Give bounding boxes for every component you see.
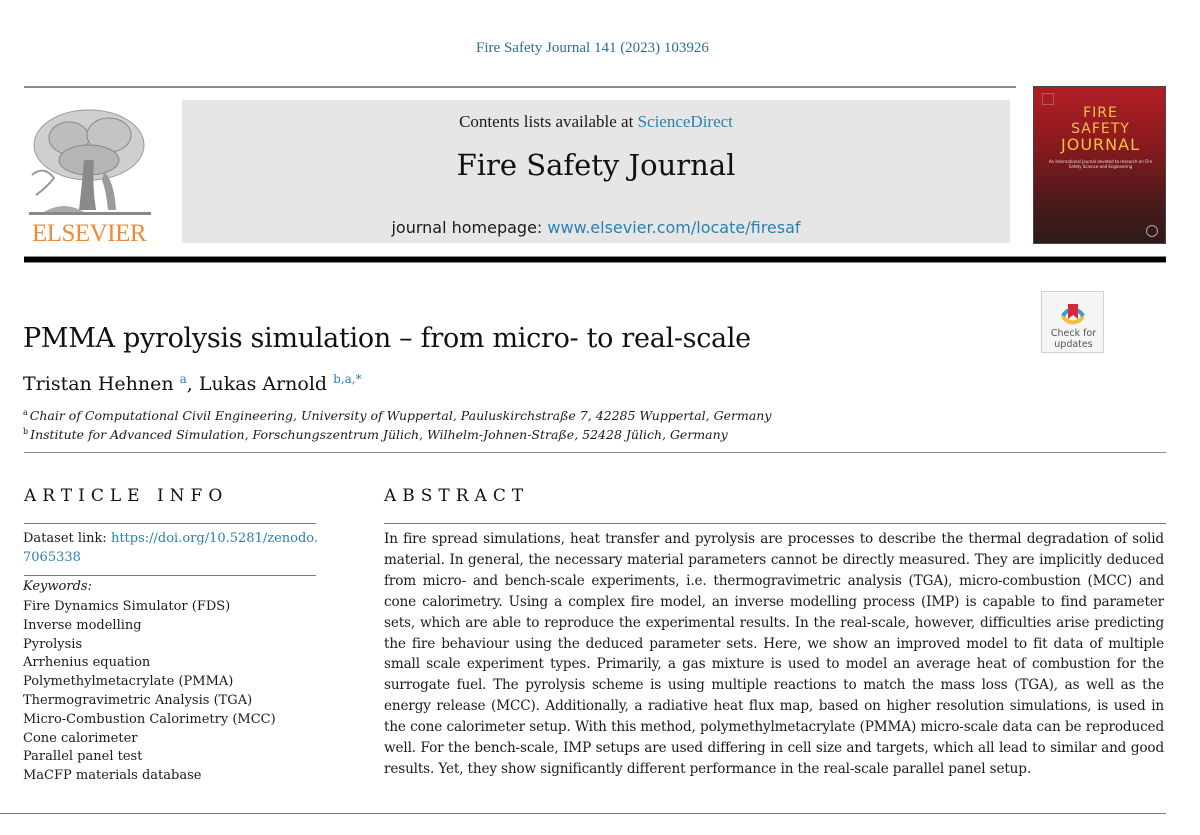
cover-title-line: SAFETY: [1071, 121, 1130, 137]
dataset-link[interactable]: https://doi.org/10.5281/zenodo.7065338: [23, 531, 319, 565]
keyword-item: Inverse modelling: [23, 617, 142, 633]
abstract-body: In fire spread simulations, heat transfer and pyrolysis are processes to describe the thermal degradation of solid material. In general, the necessary material parameters cannot be directly measured. They are implicitly deduced from micro- and bench-scale experiments, i.e. thermogravimetric analysis (TGA), micro-combustion (MCC) and cone calorimetry. Using a complex fire model, an inverse modelling process (IMP) is capable to find parameter sets, which are able to reproduce the experimental results. In the real-scale, however, difficulties arise predicting the fire behaviour using the deduced parameter sets. Here, we show an improved model to fit data of multiple small scale experiment types. Primarily, a gas mixture is used to model an average heat of combustion for the surrogate fuel. The pyrolysis scheme is using multiple reactions to match the mass loss (TGA), as well as the energy release (MCC). Additionally, a radiative heat flux map, based on higher resolution simulations, is used in the cone calorimeter setup. With this method, polymethylmetacrylate (PMMA) micro-scale data can be reproduced well. For the bench-scale, IMP setups are used differing in cell size and targets, which all lead to similar and good results. Yet, they show significantly different performance in the real-scale parallel panel setup.: [384, 531, 1164, 777]
author-affiliation-marker[interactable]: a: [179, 372, 187, 386]
article-info-divider: [24, 523, 316, 524]
keyword-item: Polymethylmetacrylate (PMMA): [23, 674, 234, 690]
keyword-item: Arrhenius equation: [23, 655, 151, 671]
masthead-divider: [24, 256, 1166, 263]
keywords-label: Keywords:: [23, 579, 92, 594]
cover-title-line: JOURNAL: [1061, 135, 1140, 154]
running-header[interactable]: Fire Safety Journal 141 (2023) 103926: [476, 40, 709, 56]
contents-availability-line: [182, 112, 1010, 132]
keyword-item: Fire Dynamics Simulator (FDS): [23, 599, 231, 614]
cover-elsevier-mark-icon: [1042, 93, 1054, 105]
author-separator: ,: [186, 373, 199, 395]
top-divider: [24, 86, 1016, 88]
cover-seal-icon: [1146, 225, 1158, 237]
keyword-item: Parallel panel test: [23, 749, 143, 765]
journal-masthead: [182, 100, 1010, 243]
journal-homepage-line: [182, 218, 1010, 237]
check-for-updates-label: [1042, 328, 1105, 350]
cover-title-line: FIRE: [1083, 105, 1118, 121]
keyword-item: Thermogravimetric Analysis (TGA): [23, 692, 253, 708]
affiliation-label: b: [23, 427, 29, 436]
dataset-label: Dataset link:: [23, 531, 111, 546]
dataset-link-row: [23, 529, 323, 567]
check-label-line2: updates: [1054, 339, 1093, 350]
affiliation-text: Institute for Advanced Simulation, Forschungszentrum Jülich, Wilhelm-Johnen-Straße, 52428 Jülich, Germany: [30, 427, 728, 442]
cover-title: [1034, 105, 1167, 153]
keyword-item: Micro-Combustion Calorimetry (MCC): [23, 711, 276, 727]
keyword-item: Cone calorimeter: [23, 730, 138, 746]
journal-cover-image[interactable]: [1033, 86, 1166, 244]
journal-name: Fire Safety Journal: [456, 148, 736, 182]
abstract-heading: ABSTRACT: [384, 486, 530, 506]
check-label-line1: Check for: [1050, 328, 1097, 339]
check-for-updates-icon: [1057, 296, 1089, 328]
header-divider: [24, 452, 1166, 453]
paper-title: PMMA pyrolysis simulation – from micro- to real-scale: [23, 323, 751, 354]
contents-prefix: Contents lists available at: [459, 112, 638, 131]
affiliation: [23, 408, 771, 423]
sciencedirect-link[interactable]: ScienceDirect: [637, 112, 733, 131]
homepage-prefix: journal homepage:: [391, 218, 548, 237]
article-info-heading: ARTICLE INFO: [24, 486, 229, 506]
check-for-updates-button[interactable]: [1041, 291, 1104, 353]
abstract-divider: [384, 523, 1166, 524]
elsevier-wordmark[interactable]: ELSEVIER: [31, 220, 147, 247]
author-list: [23, 372, 362, 395]
cover-subtitle: An International Journal devoted to research on Fire Safety Science and Engineering: [1048, 159, 1153, 169]
affiliation: [23, 427, 728, 442]
keywords-list: [23, 598, 276, 786]
author-name[interactable]: Tristan Hehnen: [23, 373, 174, 395]
author-name[interactable]: Lukas Arnold: [198, 373, 328, 395]
keyword-item: MaCFP materials database: [23, 768, 202, 784]
keyword-item: Pyrolysis: [23, 636, 83, 652]
author-affiliation-marker[interactable]: b,a,*: [333, 372, 362, 386]
affiliation-text: Chair of Computational Civil Engineering, University of Wuppertal, Pauluskirchstraße 7, 42285 Wuppertal, Germany: [29, 408, 772, 423]
abstract-bottom-divider: [0, 813, 1166, 814]
keywords-divider: [24, 575, 316, 576]
affiliation-label: a: [23, 408, 28, 417]
journal-homepage-link[interactable]: www.elsevier.com/locate/firesaf: [547, 218, 801, 237]
